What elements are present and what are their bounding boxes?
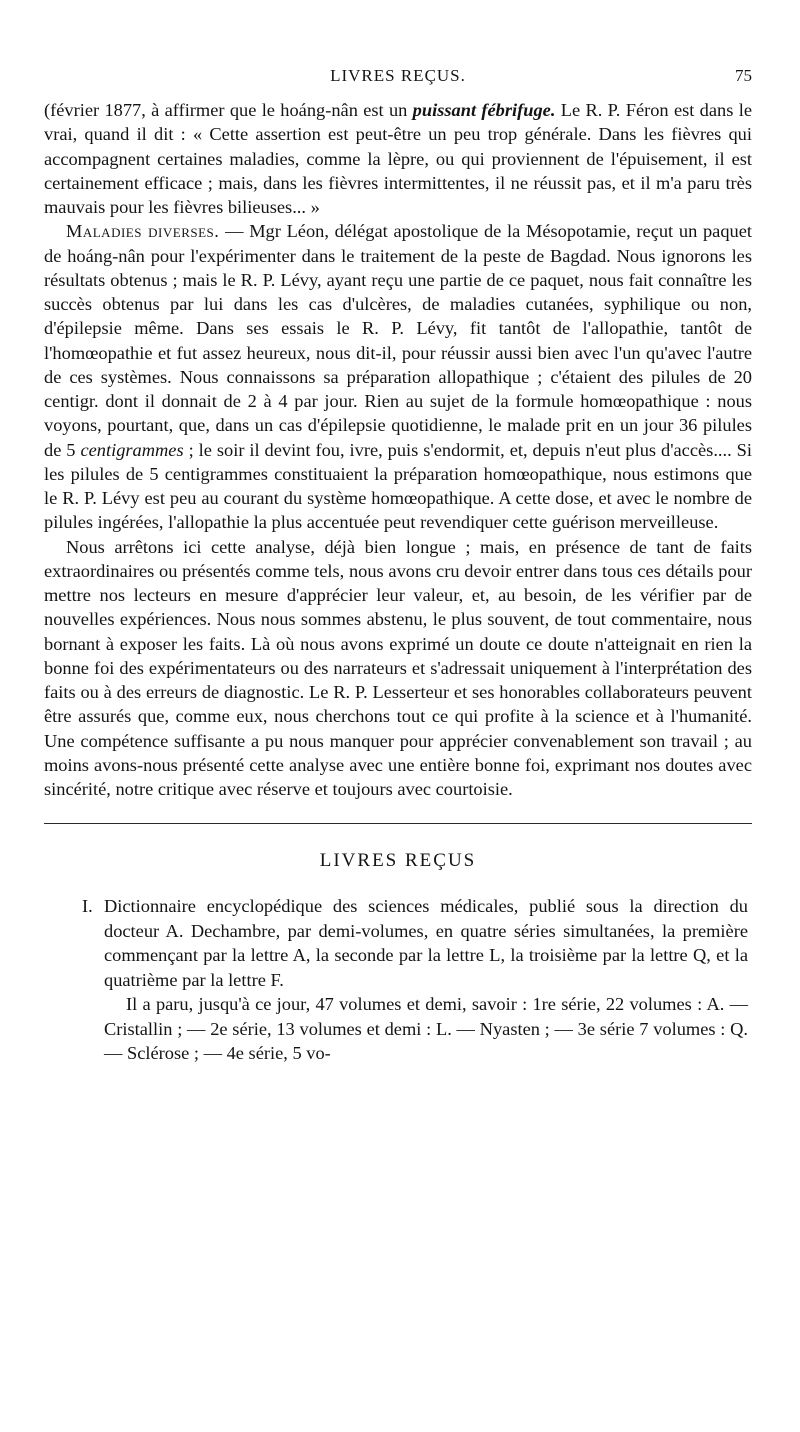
entry-number: I.: [82, 896, 93, 917]
section-lead-in: Maladies diverses.: [66, 221, 220, 242]
running-title: LIVRES REÇUS.: [330, 66, 466, 85]
page-number: 75: [735, 66, 752, 85]
section-divider: [44, 823, 752, 824]
emphasis-febrifuge: puissant fébrifuge.: [412, 100, 556, 120]
emphasis-centigrammes: centigrammes: [80, 439, 184, 460]
paragraph-text: ; le soir il devint fou, ivre, puis s'endormit, et, depuis n'eut plus d'accès.... Si les pilules de 5 centigrammes constituaient la préparation homœopathique, nous estimons que le R. P. Lévy est peu au courant du système homœopathique. A cette dose, et avec le nombre de pilules ingérées, l'allopathie la plus accentuée peut revendiquer cette guérison merveilleuse.: [44, 439, 752, 533]
paragraph-maladies-diverses: [44, 219, 752, 534]
book-page: [44, 0, 752, 1066]
paragraph-text: — Mgr Léon, délégat apostolique de la Mésopotamie, reçut un paquet de hoáng-nân pour l'expérimenter dans le traitement de la peste de Bagdad. Nous ignorons les résultats obtenus ; mais le R. P. Lévy, ayant reçu une partie de ce paquet, nous fait connaître les succès obtenus par lui dans les cas d'ulcères, de maladies cutanées, syphilique ou non, d'épilepsie même. Dans ses essais le R. P. Lévy, fit tantôt de l'allopathie, tantôt de l'homœopathie et fut assez heureux, nous dit-il, pour réussir aussi bien avec l'un qu'avec l'autre de ces systèmes. Nous connaissons sa préparation allopathique ; c'étaient des pilules de 20 centigr. dont il donnait de 2 à 4 par jour. Rien au sujet de la formule homœopathique : nous voyons, pourtant, que, dans un cas d'épilepsie quotidienne, le malade prit en un jour 36 pilules de 5: [44, 221, 752, 460]
entry-description: Dictionnaire encyclopédique des sciences médicales, publié sous la direction du docteur A. Dechambre, par demi-volumes, en quatre séries simultanées, la première commençant par la lettre A, la seconde par la lettre L, la troisième par la lettre Q, et la quatrième par la lettre F.: [104, 896, 748, 990]
body-text: [44, 98, 752, 801]
book-entry: [44, 894, 752, 1066]
section-heading: LIVRES REÇUS: [319, 850, 477, 872]
entry-volumes: Il a paru, jusqu'à ce jour, 47 volumes et demi, savoir : 1re série, 22 volumes : A. — Cristallin ; — 2e série, 13 volumes et demi : L. — Nyasten ; — 3e série 7 volumes : Q. — Sclérose ; — 4e série, 5 vo-: [104, 994, 748, 1064]
paragraph-text: (février 1877, à affirmer que le hoáng-nân est un: [44, 100, 413, 120]
paragraph-conclusion: Nous arrêtons ici cette analyse, déjà bien longue ; mais, en présence de tant de faits extraordinaires ou présentés comme tels, nous avons cru devoir entrer dans tous ces détails pour mettre nos lecteurs en mesure d'apprécier leur valeur, et, au besoin, de les vérifier par de nouvelles expériences. Nous nous sommes abstenu, le plus souvent, de tout commentaire, nous bornant à exposer les faits. Là où nous avons exprimé un doute ce doute n'atteignait en rien la bonne foi des expérimentateurs ou des narrateurs et s'adressait uniquement à l'interprétation des faits ou à des erreurs de diagnostic. Le R. P. Lesserteur et ses honorables collaborateurs peuvent être assurés que, comme eux, nous cherchons tout ce qui profite à la science et à l'humanité. Une compétence suffisante a pu nous manquer pour apprécier convenablement son travail ; au moins avons-nous présenté cette analyse avec une entière bonne foi, exprimant nos doutes avec sincérité, notre critique avec réserve et toujours avec courtoisie.: [44, 536, 752, 799]
paragraph-text: Le R. P. Féron est dans le vrai, quand il dit : « Cette assertion est peut-être un peu trop générale. Dans les fièvres qui accompagnent certaines maladies, comme la lèpre, ou qui proviennent de l'épuisement, il est certainement efficace ; mais, dans les fièvres intermittentes, il ne réussit pas, et il m'a paru très mauvais pour les fièvres bilieuses... »: [44, 100, 752, 217]
paragraph-fever-quote: [44, 98, 752, 219]
running-head: [44, 66, 752, 96]
